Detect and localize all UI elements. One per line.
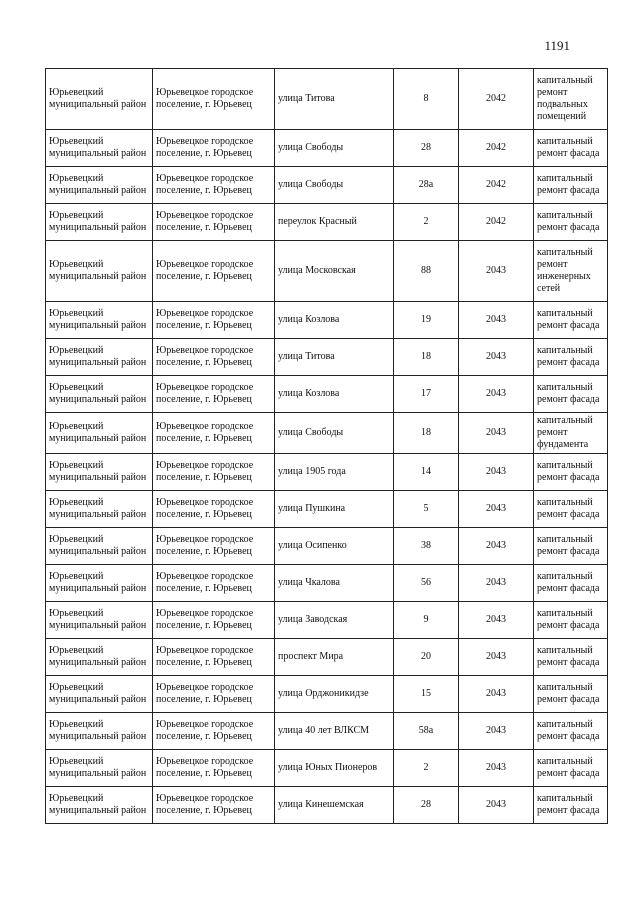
page-number: 1191 (544, 38, 570, 53)
house-number-cell: 28 (394, 130, 459, 167)
work-type-cell: капитальный ремонт фасада (534, 787, 608, 824)
work-type-cell: капитальный ремонт фасада (534, 376, 608, 413)
house-number-cell: 28а (394, 167, 459, 204)
house-number-cell: 18 (394, 339, 459, 376)
house-number-cell: 9 (394, 602, 459, 639)
work-type-cell: капитальный ремонт фасада (534, 167, 608, 204)
district-cell: Юрьевецкий муниципальный район (46, 204, 153, 241)
house-number-cell: 8 (394, 69, 459, 130)
table-row (46, 787, 608, 824)
year-cell: 2042 (459, 130, 534, 167)
district-cell: Юрьевецкий муниципальный район (46, 639, 153, 676)
year-cell: 2043 (459, 528, 534, 565)
house-number-cell: 56 (394, 565, 459, 602)
work-type-cell: капитальный ремонт инженерных сетей (534, 241, 608, 302)
street-cell: улица 40 лет ВЛКСМ (275, 713, 394, 750)
work-type-cell: капитальный ремонт фасада (534, 602, 608, 639)
table-row (46, 204, 608, 241)
district-cell: Юрьевецкий муниципальный район (46, 454, 153, 491)
street-cell: улица Пушкина (275, 491, 394, 528)
street-cell: улица 1905 года (275, 454, 394, 491)
house-number-cell: 19 (394, 302, 459, 339)
street-cell: улица Титова (275, 69, 394, 130)
work-type-cell: капитальный ремонт фасада (534, 676, 608, 713)
year-cell: 2043 (459, 339, 534, 376)
table-row (46, 750, 608, 787)
street-cell: переулок Красный (275, 204, 394, 241)
settlement-cell: Юрьевецкое городское поселение, г. Юрьевец (153, 204, 275, 241)
year-cell: 2043 (459, 639, 534, 676)
settlement-cell: Юрьевецкое городское поселение, г. Юрьевец (153, 602, 275, 639)
house-number-cell: 38 (394, 528, 459, 565)
street-cell: улица Орджоникидзе (275, 676, 394, 713)
table-row (46, 713, 608, 750)
street-cell: улица Козлова (275, 376, 394, 413)
table-row (46, 339, 608, 376)
year-cell: 2043 (459, 491, 534, 528)
work-type-cell: капитальный ремонт фасада (534, 750, 608, 787)
settlement-cell: Юрьевецкое городское поселение, г. Юрьевец (153, 167, 275, 204)
house-number-cell: 17 (394, 376, 459, 413)
year-cell: 2043 (459, 602, 534, 639)
year-cell: 2043 (459, 750, 534, 787)
work-type-cell: капитальный ремонт фундамента (534, 413, 608, 454)
district-cell: Юрьевецкий муниципальный район (46, 241, 153, 302)
table-row (46, 565, 608, 602)
year-cell: 2043 (459, 676, 534, 713)
district-cell: Юрьевецкий муниципальный район (46, 413, 153, 454)
settlement-cell: Юрьевецкое городское поселение, г. Юрьевец (153, 376, 275, 413)
settlement-cell: Юрьевецкое городское поселение, г. Юрьевец (153, 676, 275, 713)
house-number-cell: 28 (394, 787, 459, 824)
street-cell: улица Козлова (275, 302, 394, 339)
table-row (46, 413, 608, 454)
work-type-cell: капитальный ремонт фасада (534, 528, 608, 565)
table-row (46, 602, 608, 639)
settlement-cell: Юрьевецкое городское поселение, г. Юрьевец (153, 750, 275, 787)
work-type-cell: капитальный ремонт фасада (534, 639, 608, 676)
settlement-cell: Юрьевецкое городское поселение, г. Юрьевец (153, 130, 275, 167)
settlement-cell: Юрьевецкое городское поселение, г. Юрьевец (153, 491, 275, 528)
street-cell: улица Свободы (275, 130, 394, 167)
year-cell: 2043 (459, 376, 534, 413)
district-cell: Юрьевецкий муниципальный район (46, 339, 153, 376)
house-number-cell: 18 (394, 413, 459, 454)
table-row (46, 676, 608, 713)
street-cell: проспект Мира (275, 639, 394, 676)
street-cell: улица Чкалова (275, 565, 394, 602)
work-type-cell: капитальный ремонт фасада (534, 302, 608, 339)
table-row (46, 130, 608, 167)
house-number-cell: 14 (394, 454, 459, 491)
year-cell: 2043 (459, 565, 534, 602)
repair-schedule-table (45, 68, 608, 824)
table-row (46, 241, 608, 302)
settlement-cell: Юрьевецкое городское поселение, г. Юрьевец (153, 528, 275, 565)
house-number-cell: 20 (394, 639, 459, 676)
street-cell: улица Юных Пионеров (275, 750, 394, 787)
street-cell: улица Свободы (275, 167, 394, 204)
work-type-cell: капитальный ремонт фасада (534, 491, 608, 528)
street-cell: улица Свободы (275, 413, 394, 454)
year-cell: 2042 (459, 167, 534, 204)
work-type-cell: капитальный ремонт фасада (534, 454, 608, 491)
district-cell: Юрьевецкий муниципальный район (46, 491, 153, 528)
house-number-cell: 2 (394, 750, 459, 787)
year-cell: 2042 (459, 204, 534, 241)
year-cell: 2043 (459, 787, 534, 824)
district-cell: Юрьевецкий муниципальный район (46, 302, 153, 339)
house-number-cell: 5 (394, 491, 459, 528)
street-cell: улица Осипенко (275, 528, 394, 565)
settlement-cell: Юрьевецкое городское поселение, г. Юрьевец (153, 339, 275, 376)
district-cell: Юрьевецкий муниципальный район (46, 130, 153, 167)
table-row (46, 491, 608, 528)
year-cell: 2043 (459, 713, 534, 750)
table-row (46, 167, 608, 204)
work-type-cell: капитальный ремонт фасада (534, 339, 608, 376)
settlement-cell: Юрьевецкое городское поселение, г. Юрьевец (153, 241, 275, 302)
table-row (46, 376, 608, 413)
settlement-cell: Юрьевецкое городское поселение, г. Юрьевец (153, 787, 275, 824)
district-cell: Юрьевецкий муниципальный район (46, 565, 153, 602)
settlement-cell: Юрьевецкое городское поселение, г. Юрьевец (153, 454, 275, 491)
street-cell: улица Титова (275, 339, 394, 376)
settlement-cell: Юрьевецкое городское поселение, г. Юрьевец (153, 413, 275, 454)
district-cell: Юрьевецкий муниципальный район (46, 528, 153, 565)
table-row (46, 454, 608, 491)
work-type-cell: капитальный ремонт подвальных помещений (534, 69, 608, 130)
table-row (46, 528, 608, 565)
district-cell: Юрьевецкий муниципальный район (46, 713, 153, 750)
work-type-cell: капитальный ремонт фасада (534, 130, 608, 167)
district-cell: Юрьевецкий муниципальный район (46, 750, 153, 787)
year-cell: 2042 (459, 69, 534, 130)
table-row (46, 639, 608, 676)
settlement-cell: Юрьевецкое городское поселение, г. Юрьевец (153, 713, 275, 750)
year-cell: 2043 (459, 241, 534, 302)
settlement-cell: Юрьевецкое городское поселение, г. Юрьевец (153, 565, 275, 602)
work-type-cell: капитальный ремонт фасада (534, 713, 608, 750)
year-cell: 2043 (459, 302, 534, 339)
work-type-cell: капитальный ремонт фасада (534, 565, 608, 602)
district-cell: Юрьевецкий муниципальный район (46, 787, 153, 824)
house-number-cell: 58а (394, 713, 459, 750)
settlement-cell: Юрьевецкое городское поселение, г. Юрьевец (153, 69, 275, 130)
district-cell: Юрьевецкий муниципальный район (46, 376, 153, 413)
street-cell: улица Кинешемская (275, 787, 394, 824)
settlement-cell: Юрьевецкое городское поселение, г. Юрьевец (153, 302, 275, 339)
settlement-cell: Юрьевецкое городское поселение, г. Юрьевец (153, 639, 275, 676)
table-row (46, 302, 608, 339)
year-cell: 2043 (459, 454, 534, 491)
work-type-cell: капитальный ремонт фасада (534, 204, 608, 241)
table-row (46, 69, 608, 130)
district-cell: Юрьевецкий муниципальный район (46, 602, 153, 639)
district-cell: Юрьевецкий муниципальный район (46, 676, 153, 713)
district-cell: Юрьевецкий муниципальный район (46, 69, 153, 130)
district-cell: Юрьевецкий муниципальный район (46, 167, 153, 204)
house-number-cell: 15 (394, 676, 459, 713)
street-cell: улица Заводская (275, 602, 394, 639)
house-number-cell: 88 (394, 241, 459, 302)
house-number-cell: 2 (394, 204, 459, 241)
street-cell: улица Московская (275, 241, 394, 302)
year-cell: 2043 (459, 413, 534, 454)
